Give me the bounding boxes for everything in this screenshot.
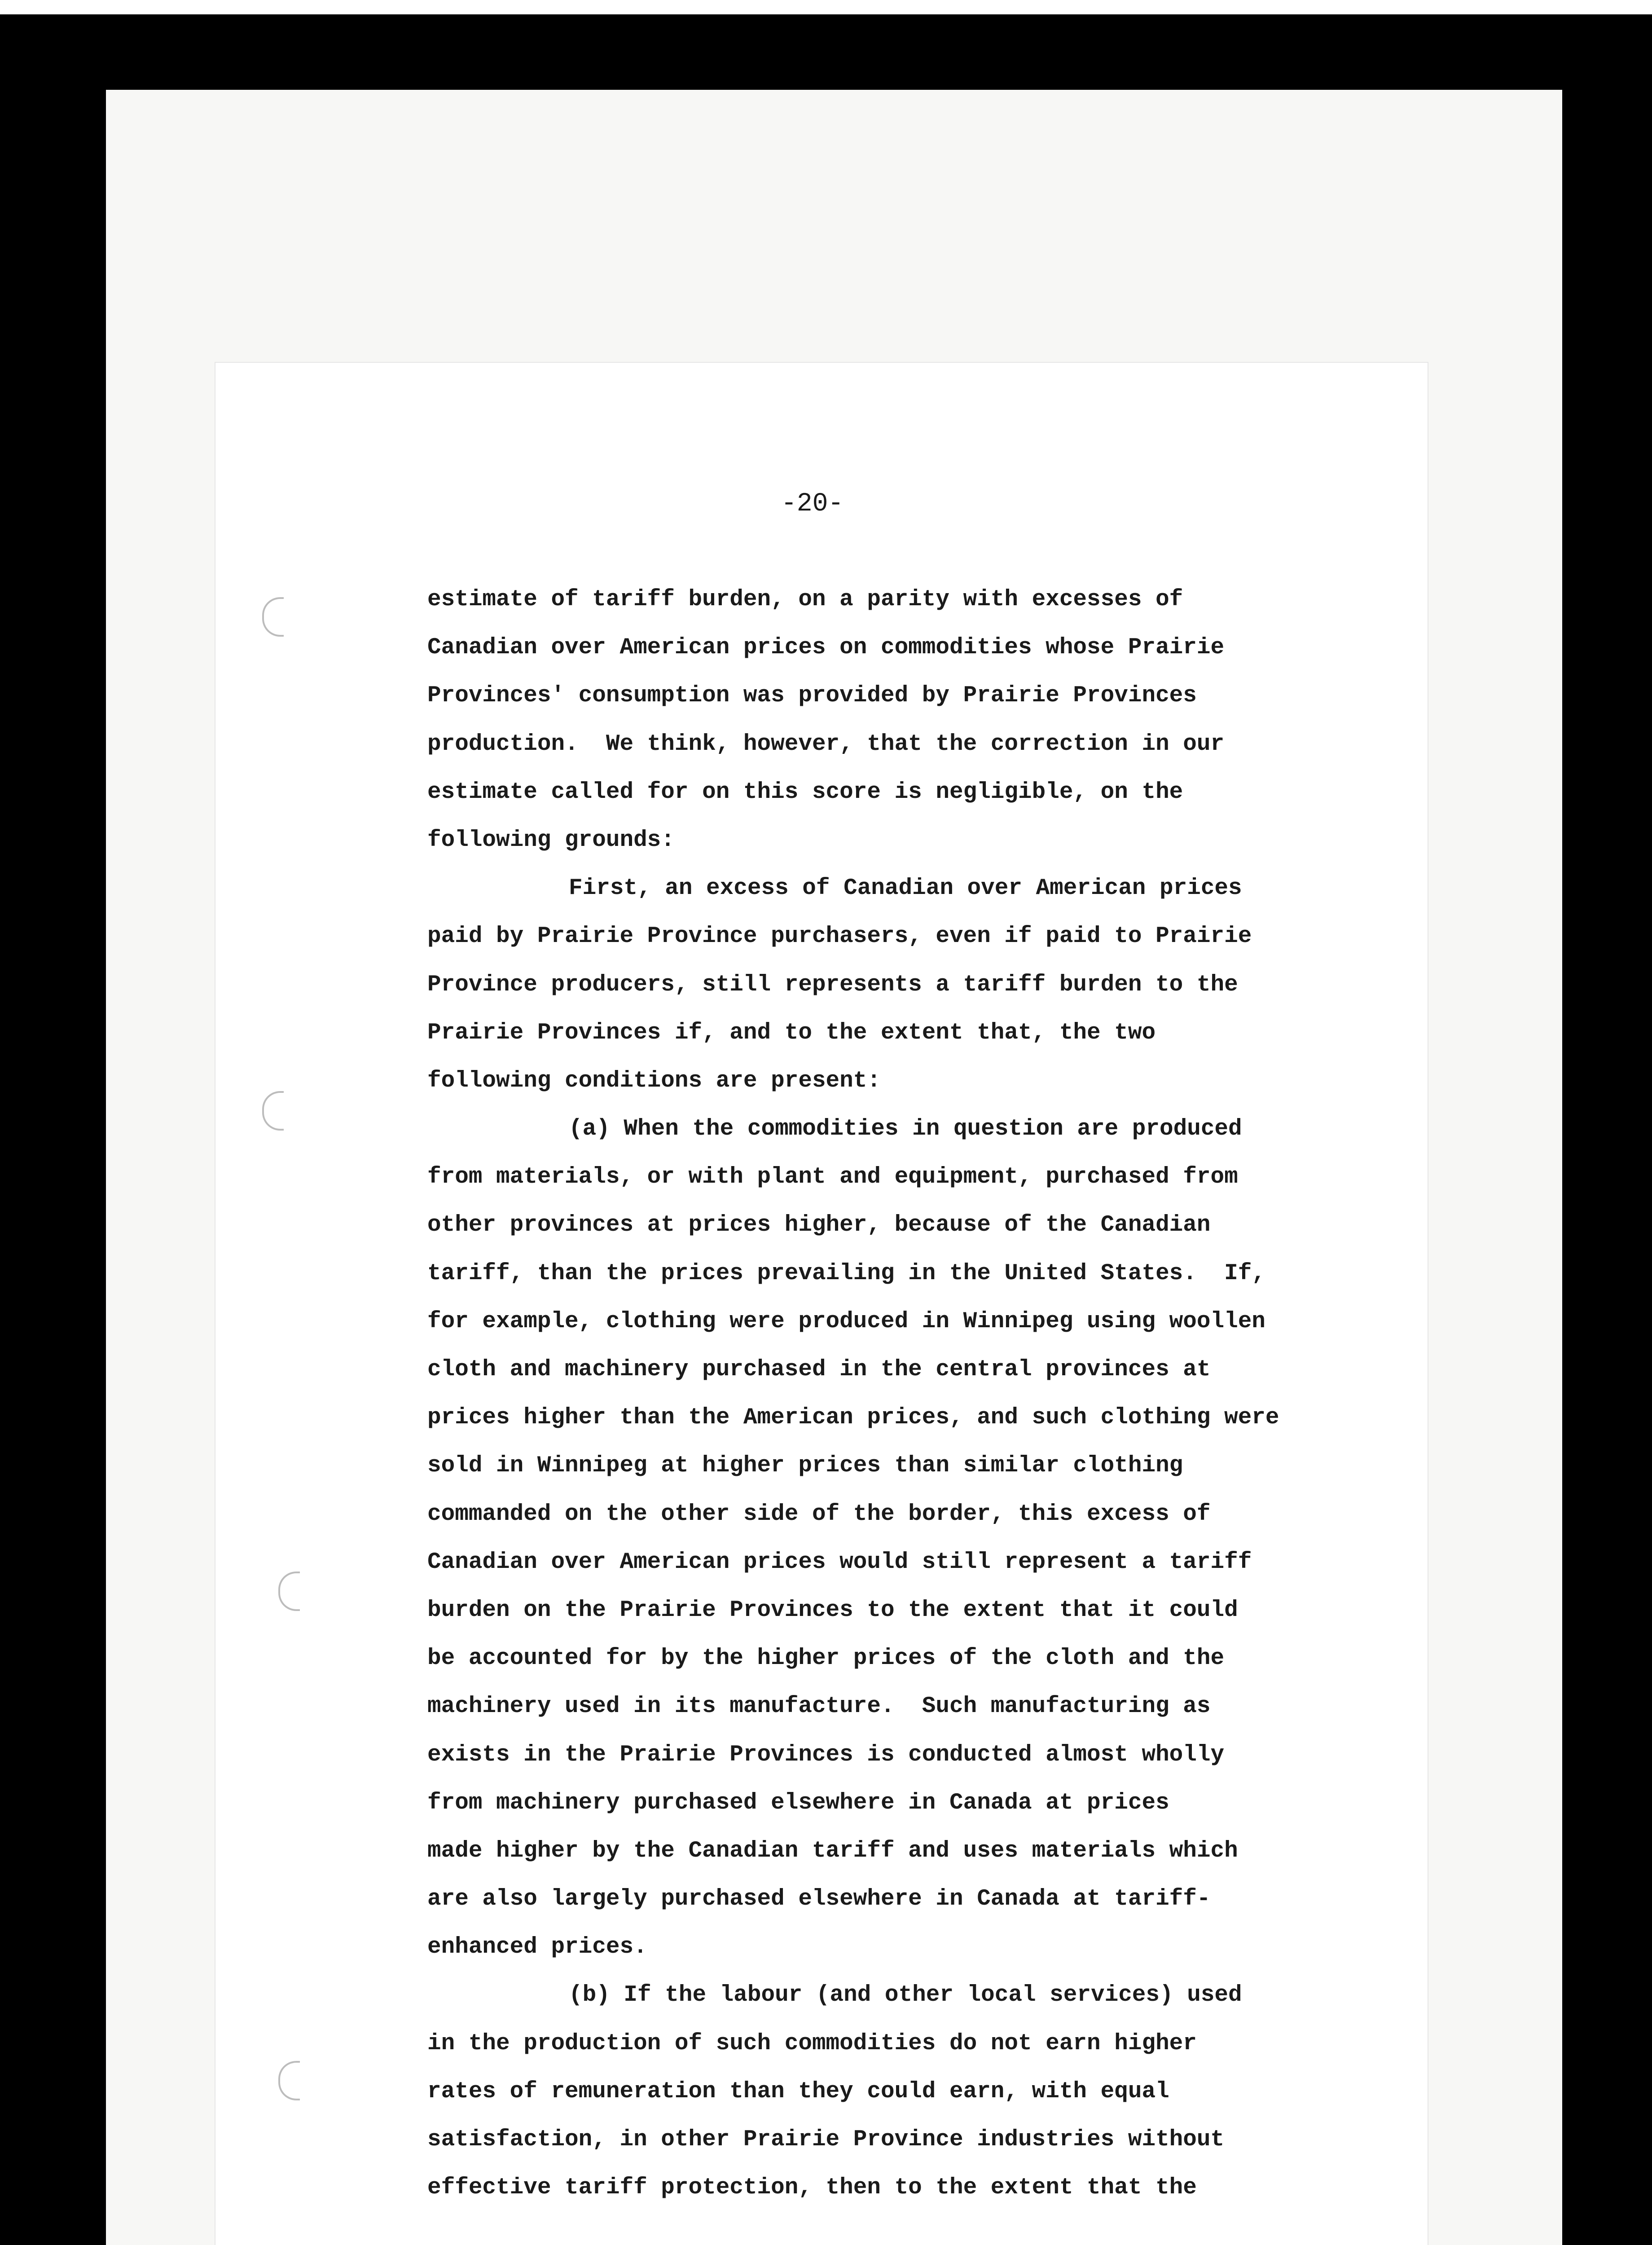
text-line: in the production of such commodities do not earn higher	[427, 2030, 1197, 2056]
text-line: burden on the Prairie Provinces to the extent that it could	[427, 1597, 1238, 1623]
text-line: be accounted for by the higher prices of the cloth and the	[427, 1646, 1225, 1672]
text-line: Province producers, still represents a tariff burden to the	[427, 972, 1238, 998]
text-line: estimate called for on this score is negligible, on the	[427, 779, 1183, 805]
text-line: enhanced prices.	[427, 1934, 647, 1960]
text-line: prices higher than the American prices, and such clothing were	[427, 1405, 1279, 1431]
top-border-strip	[0, 0, 1652, 14]
text-line: are also largely purchased elsewhere in Canada at tariff-	[427, 1886, 1211, 1912]
text-line: cloth and machinery purchased in the central provinces at	[427, 1357, 1211, 1382]
text-line: estimate of tariff burden, on a parity with excesses of	[427, 587, 1183, 612]
text-line: exists in the Prairie Provinces is conducted almost wholly	[427, 1742, 1225, 1768]
text-line: paid by Prairie Province purchasers, even if paid to Prairie	[427, 924, 1252, 950]
text-line: production. We think, however, that the correction in our	[427, 731, 1225, 757]
page-number: -20-	[781, 489, 844, 519]
text-line: Prairie Provinces if, and to the extent that, the two	[427, 1020, 1156, 1046]
text-line: Provinces' consumption was provided by Prairie Provinces	[427, 683, 1197, 709]
text-line: machinery used in its manufacture. Such manufacturing as	[427, 1694, 1211, 1720]
text-line: effective tariff protection, then to the extent that the	[427, 2175, 1197, 2201]
text-line: Canadian over American prices would still represent a tariff	[427, 1549, 1252, 1575]
text-line: following grounds:	[427, 827, 675, 853]
text-line: (b) If the labour (and other local services) used	[569, 1982, 1242, 2008]
text-line: tariff, than the prices prevailing in the United States. If,	[427, 1260, 1265, 1286]
text-line: (a) When the commodities in question are produced	[569, 1116, 1242, 1142]
text-line: following conditions are present:	[427, 1068, 881, 1094]
text-line: First, an excess of Canadian over American prices	[569, 876, 1242, 902]
text-line: commanded on the other side of the border, this excess of	[427, 1501, 1211, 1527]
text-line: from machinery purchased elsewhere in Canada at prices	[427, 1790, 1169, 1816]
text-line: rates of remuneration than they could earn, with equal	[427, 2078, 1169, 2104]
text-line: for example, clothing were produced in Winnipeg using woollen	[427, 1308, 1265, 1334]
text-line: Canadian over American prices on commodities whose Prairie	[427, 635, 1225, 661]
document-body-text	[427, 576, 1397, 2212]
text-line: satisfaction, in other Prairie Province industries without	[427, 2127, 1225, 2153]
text-line: other provinces at prices higher, because of the Canadian	[427, 1212, 1211, 1238]
text-line: sold in Winnipeg at higher prices than similar clothing	[427, 1453, 1183, 1479]
text-line: made higher by the Canadian tariff and uses materials which	[427, 1838, 1238, 1864]
text-line: from materials, or with plant and equipment, purchased from	[427, 1164, 1238, 1190]
